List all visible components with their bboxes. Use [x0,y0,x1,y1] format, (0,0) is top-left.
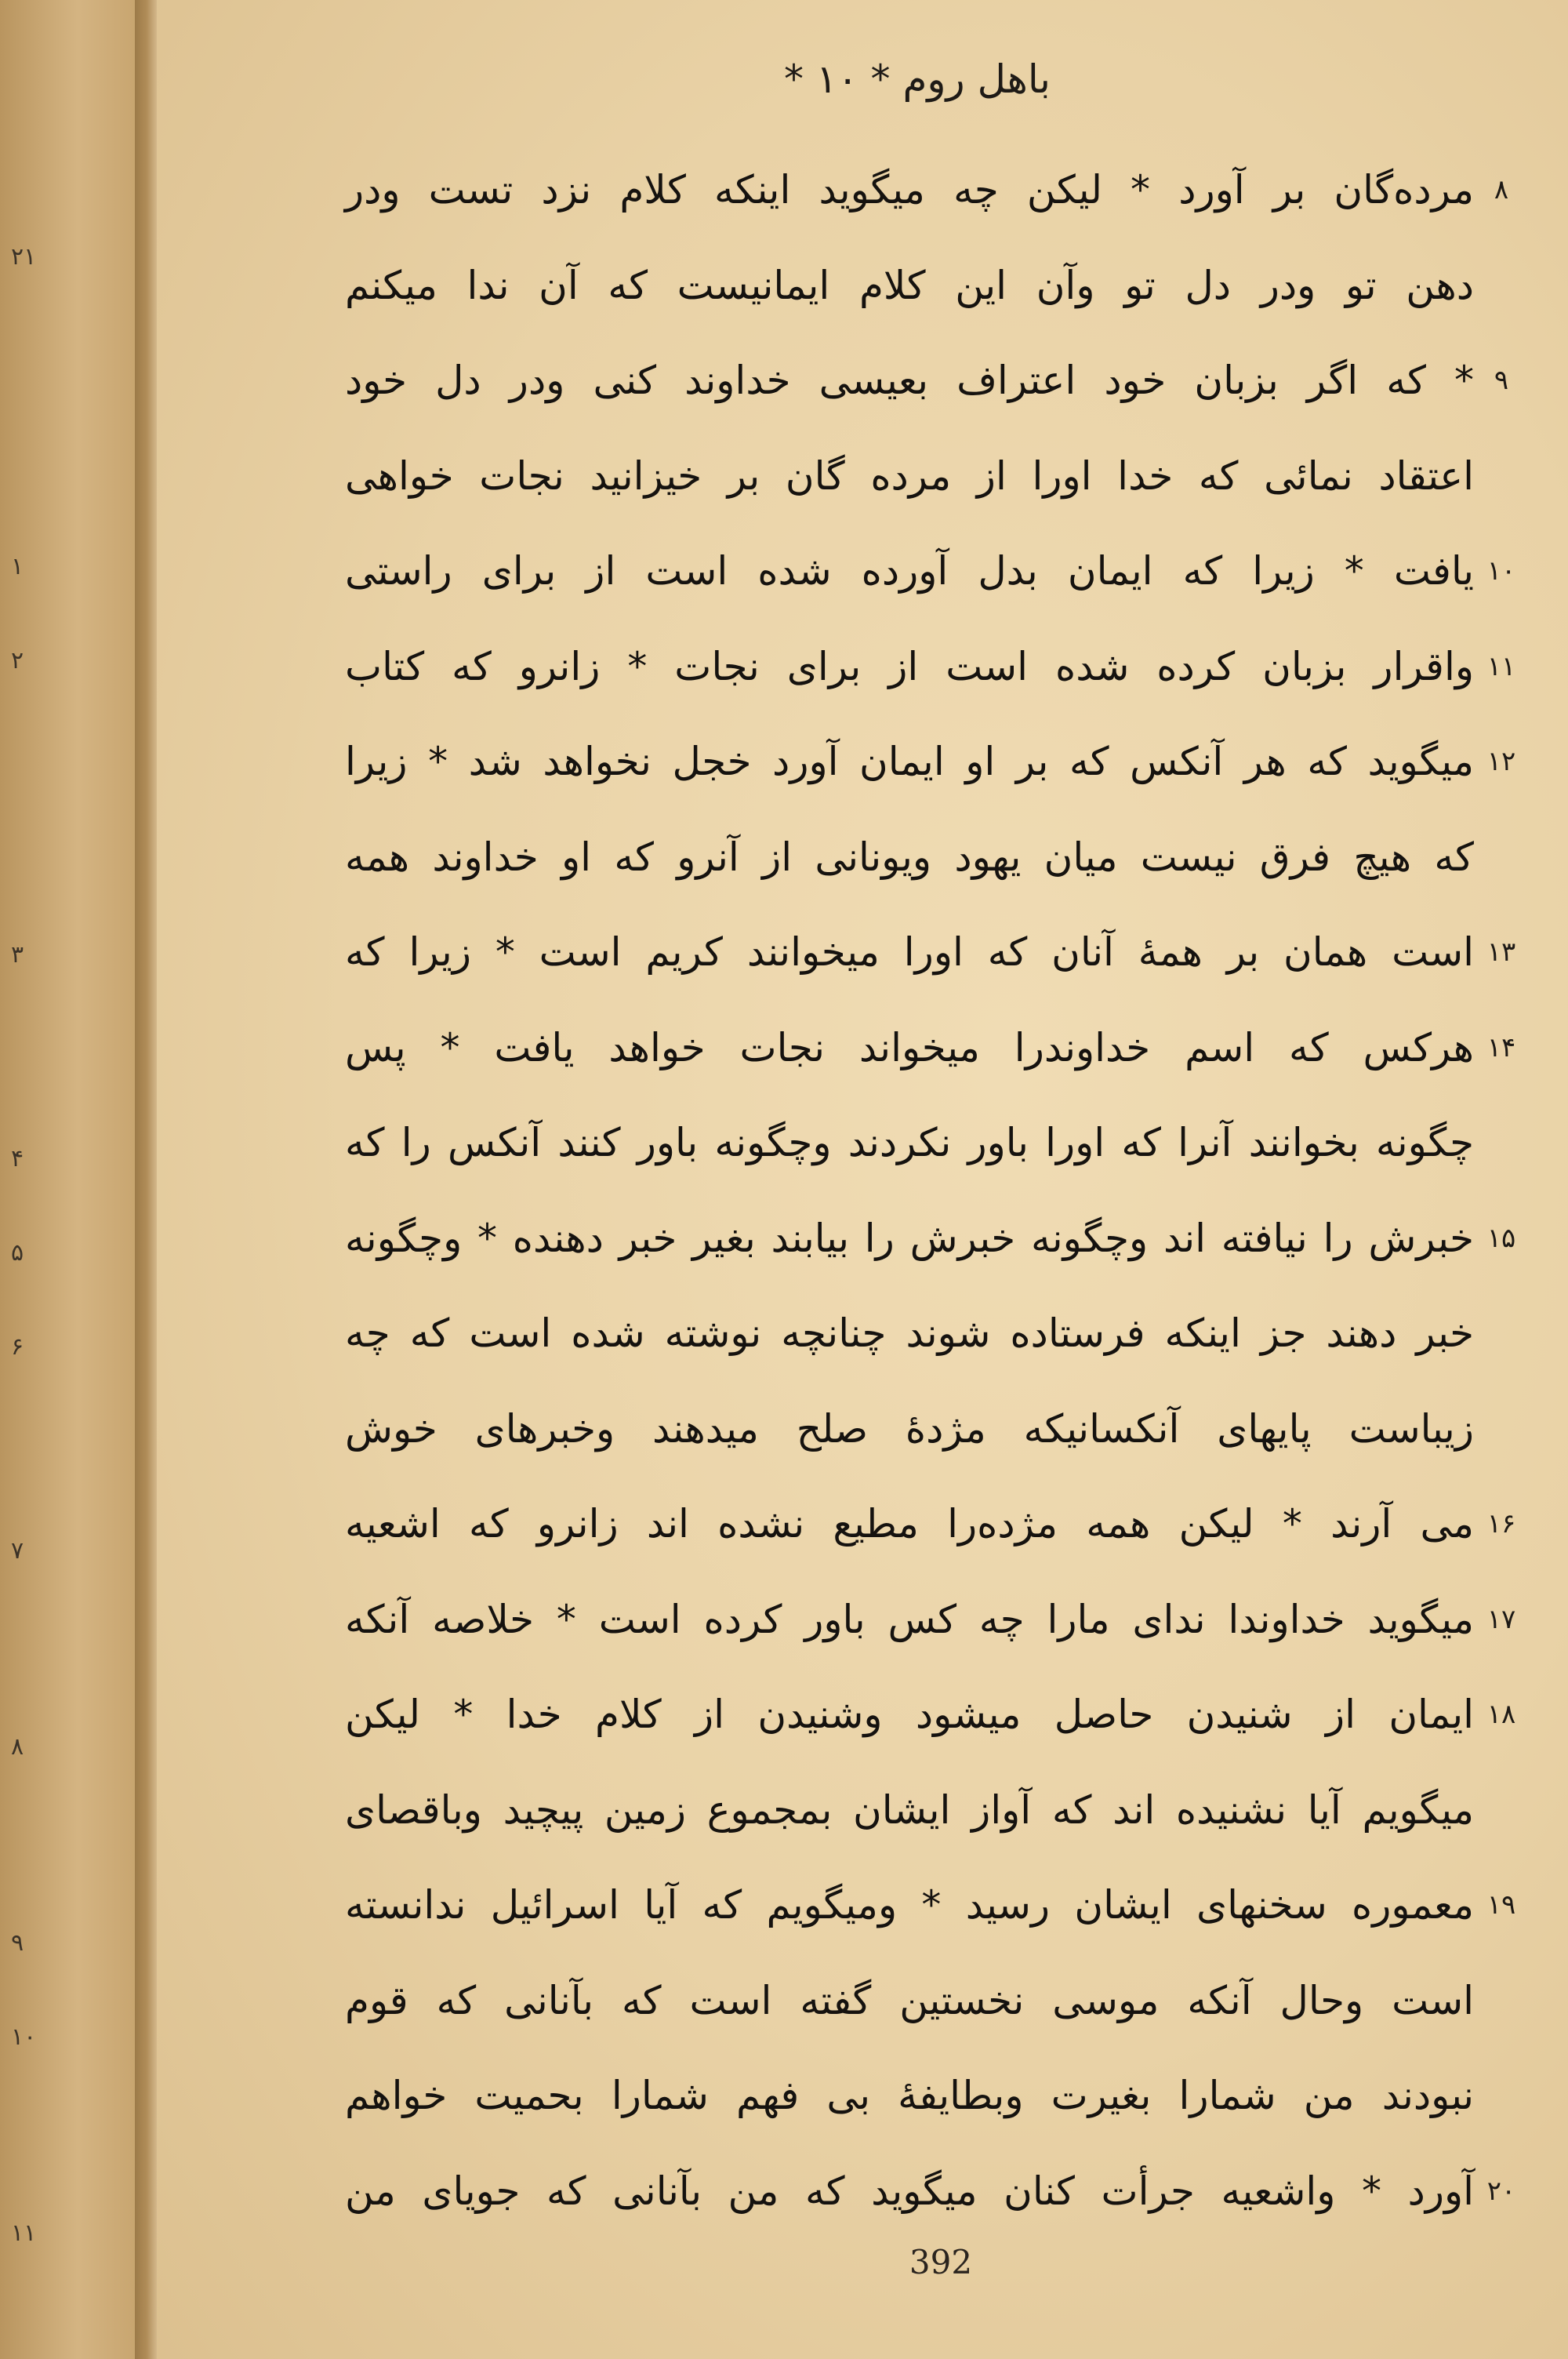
verse-number [1474,1297,1529,1369]
text-line: می آرند * لیکن همه مژده‌را مطیع نشده اند زانرو که اشعیه [345,1501,1474,1547]
verse-number [1474,821,1529,893]
text-line: هرکس که اسم خداوندرا میخواند نجات خواهد یافت * پس [345,1025,1474,1070]
margin-number: ۱۰ [11,2023,37,2051]
verse-number: ۱۵ [1486,1223,1516,1254]
text-line: است همان بر همهٔ آنان که اورا میخوانند کریم است * زیرا که [345,929,1474,975]
left-page-edge [0,0,141,2359]
verse-number: ۲۰ [1486,2175,1516,2207]
verse-number: ۱۳ [1486,936,1516,968]
verse-number: ۱۴ [1486,1032,1516,1063]
margin-number: ۵ [11,1239,24,1267]
margin-number: ۹ [11,1929,24,1957]
text-line: معموره سخنهای ایشان رسید * ومیگویم که آیا اسرائیل ندانسته [345,1882,1474,1928]
text-line: واقرار بزبان کرده شده است از برای نجات * زانرو که کتاب [345,644,1474,689]
page-number: 392 [909,2243,973,2281]
text-line: میگوید خداوندا ندای مارا چه کس باور کرده است * خلاصه آنکه [345,1597,1474,1642]
verse-number: ۱۷ [1486,1604,1516,1635]
text-line: میگویم آیا نشنیده اند که آواز ایشان بمجموع زمین پیچید وباقصای [345,1787,1474,1833]
text-line: زیباست پایهای آنکسانیکه مژدهٔ صلح میدهند وخبرهای خوش [345,1406,1474,1452]
text-line: یافت * زیرا که ایمان بدل آورده شده است از برای راستی [345,548,1474,594]
verse-number [1474,1107,1529,1179]
text-line: است وحال آنکه موسی نخستین گفته است که بآنانی که قوم [345,1978,1474,2023]
text-line: نبودند من شمارا بغیرت وبطایفهٔ بی فهم شمارا بحمیت خواهم [345,2073,1474,2118]
verse-number [1474,1965,1529,2037]
text-line: اعتقاد نمائی که خدا اورا از مرده گان بر خیزانید نجات خواهی [345,453,1474,499]
verse-number: ۱۶ [1486,1508,1516,1539]
text-line: میگوید که هر آنکس که بر او ایمان آورد خجل نخواهد شد * زیرا [345,739,1474,784]
text-line: خبرش را نیافته اند وچگونه خبرش را بیابند بغیر خبر دهنده * وچگونه [345,1216,1474,1261]
running-head: باهل روم * ۱۰ * [784,56,1051,102]
margin-number: ۱ [11,553,24,580]
verse-number [1474,2059,1529,2132]
text-line: مرده‌گان بر آورد * لیکن چه میگوید اینکه کلام نزد تست ودر [345,167,1474,213]
verse-number: ۹ [1494,365,1509,396]
verse-number [1474,249,1529,322]
margin-number: ۷ [11,1537,24,1565]
verse-number [1474,1774,1529,1846]
verse-number: ۱۲ [1486,746,1516,777]
margin-number: ۸ [11,1733,24,1761]
margin-number: ۲۱ [11,243,37,271]
margin-number: ۲ [11,647,24,674]
text-line: چگونه بخوانند آنرا که اورا باور نکردند وچگونه باور کنند آنکس را که [345,1120,1474,1165]
verse-number: ۱۸ [1486,1699,1516,1730]
text-line: * که اگر بزبان خود اعتراف بعیسی خداوند کنی ودر دل خود [345,358,1474,403]
text-line: آورد * واشعیه جرأت کنان میگوید که من بآنانی که جویای من [345,2168,1474,2214]
margin-number: ۱۱ [11,2219,37,2247]
margin-number: ۶ [11,1333,24,1361]
text-line: ایمان از شنیدن حاصل میشود وشنیدن از کلام خدا * لیکن [345,1692,1474,1737]
verse-number [1474,1393,1529,1465]
margin-number: ۴ [11,1145,24,1172]
text-line: خبر دهند جز اینکه فرستاده شوند چنانچه نوشته شده است که چه [345,1310,1474,1356]
verse-number: ۱۰ [1486,555,1516,587]
book-gutter [135,0,158,2359]
text-line: که هیچ فرق نیست میان یهود ویونانی از آنرو که او خداوند همه [345,834,1474,880]
verse-number: ۸ [1494,174,1509,205]
margin-number: ۳ [11,941,24,969]
verse-number: ۱۱ [1486,651,1516,682]
verse-number [1474,440,1529,512]
verse-number: ۱۹ [1486,1889,1516,1921]
text-line: دهن تو ودر دل تو وآن این کلام ایمانیست که آن ندا میکنم [345,263,1474,308]
